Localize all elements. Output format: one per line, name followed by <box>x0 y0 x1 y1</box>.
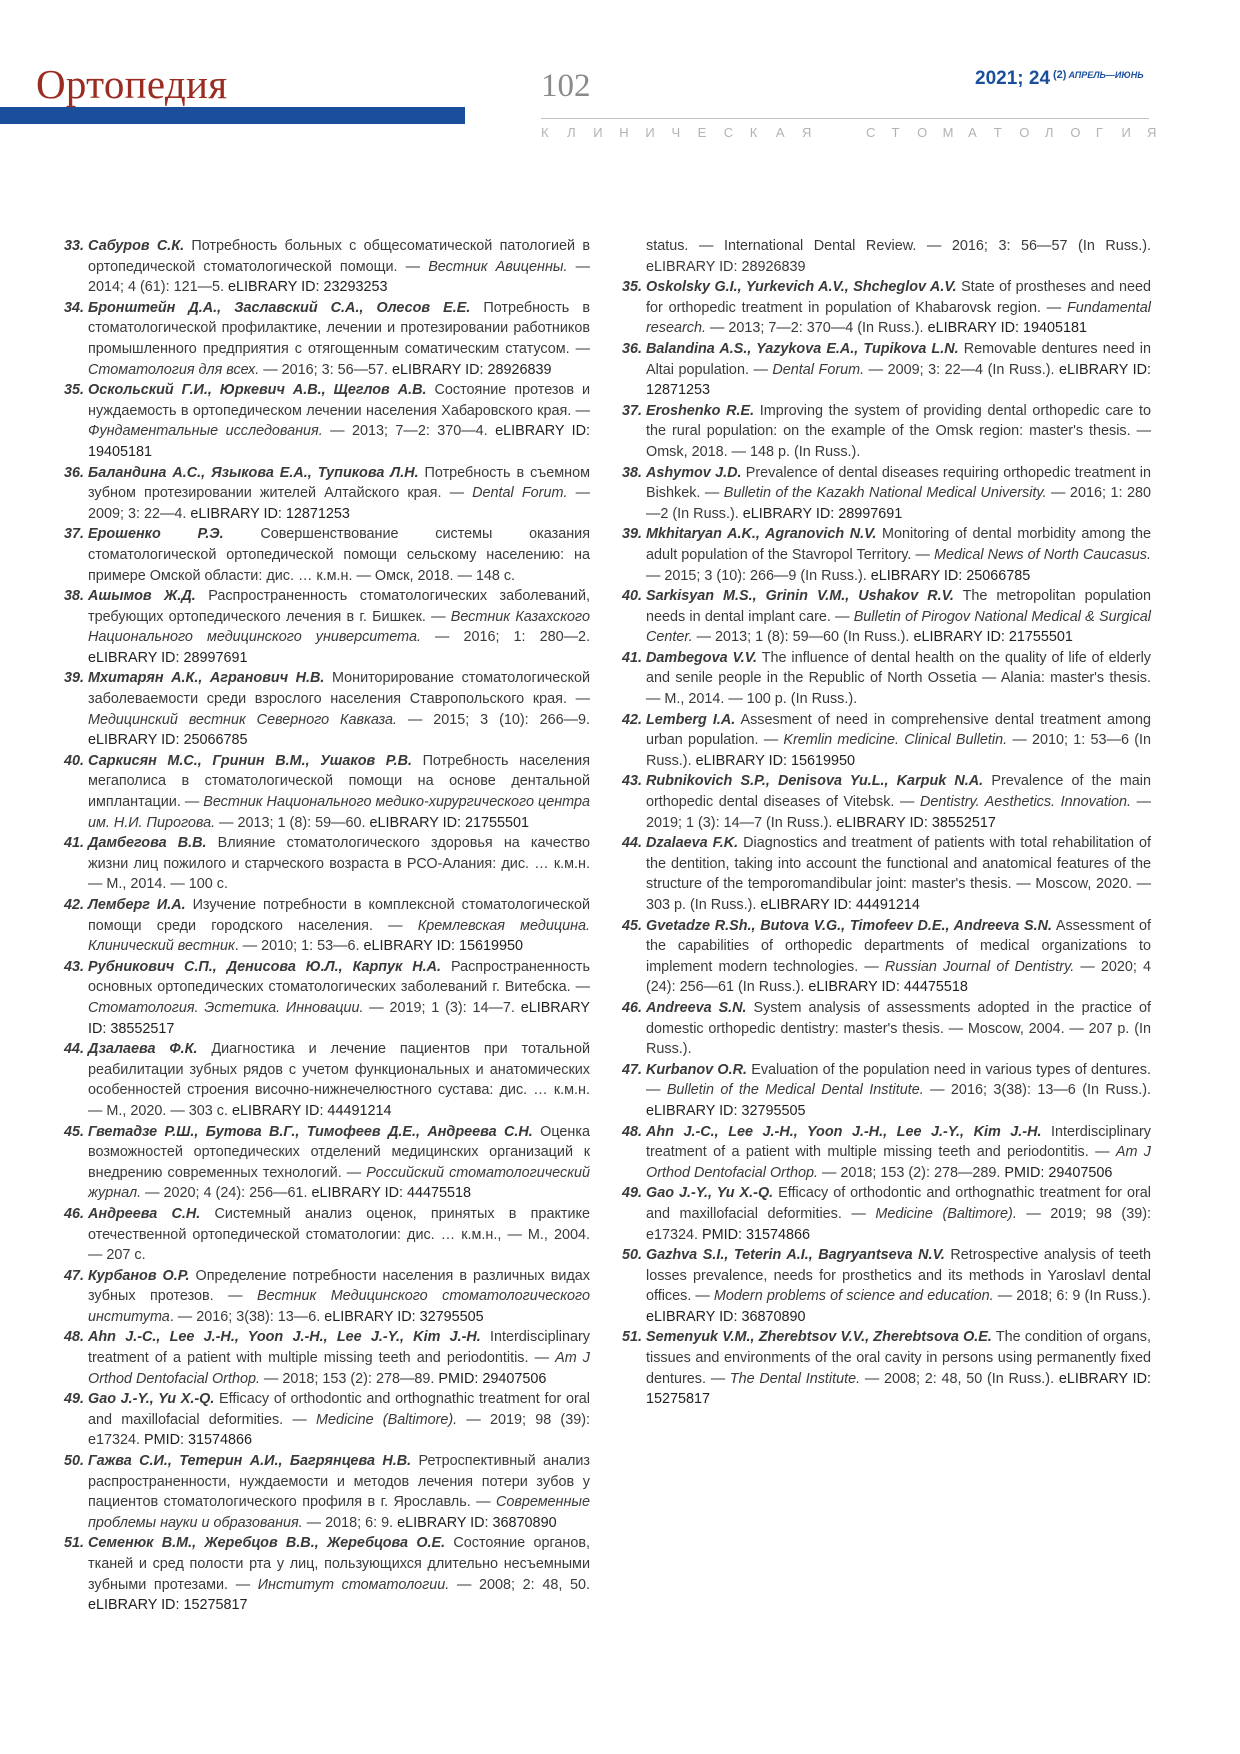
journal-letter: Т <box>891 125 900 140</box>
reference-details: — 2020; 4 (24): 256—61. <box>141 1185 308 1202</box>
reference-text: The influence of dental health on the quality of life of elderly and senile people in the Republic of North Ossetia — Alania: master's thesis. — M., 2014. — 100 p. (In Russ.). <box>646 649 1151 708</box>
reference-id: eLIBRARY ID: 32795505 <box>324 1308 484 1325</box>
reference-id: eLIBRARY ID: 36870890 <box>646 1308 806 1325</box>
reference-id: eLIBRARY ID: 44491214 <box>231 1102 392 1119</box>
reference-details: — 2015; 3 (10): 266—9 (In Russ.). <box>646 567 867 584</box>
reference-id: eLIBRARY ID: 32795505 <box>646 1102 806 1119</box>
reference-text: Ретроспективный анализ распространенности, нуждаемости и методов лечения потери зубов у пациентов стоматологического профиля в г. Ярославль. — <box>88 1453 590 1511</box>
reference-number: 40. <box>64 752 85 769</box>
reference-id: PMID: 29407506 <box>1004 1164 1113 1181</box>
reference-number: 36. <box>622 340 643 357</box>
journal-letter: К <box>749 125 758 140</box>
journal-letter: А <box>968 125 977 140</box>
reference-details: — 2018; 153 (2): 278—289. <box>817 1164 1001 1181</box>
reference-text: Потребность в съемном зубном протезировании жителей Алтайского края. — <box>88 464 591 502</box>
journal-letter: И <box>1121 125 1131 140</box>
reference-authors: Gazhva S.I., Teterin A.I., Bagryantseva N.V. <box>646 1247 945 1264</box>
reference-item <box>622 401 1151 463</box>
reference-authors: Gao J.-Y., Yu X.-Q. <box>646 1185 774 1202</box>
reference-number: 43. <box>622 773 643 790</box>
reference-id: PMID: 29407506 <box>438 1370 547 1387</box>
reference-journal: Dental Forum. <box>772 361 865 378</box>
issue-info <box>975 69 1144 88</box>
reference-journal: Medicine (Baltimore). <box>875 1205 1017 1222</box>
reference-authors: Оскольский Г.И., Юркевич А.В., Щеглов А.В. <box>88 382 427 399</box>
reference-authors: Gao J.-Y., Yu X.-Q. <box>88 1391 215 1408</box>
reference-number: 51. <box>64 1535 85 1552</box>
journal-letter: О <box>917 125 928 140</box>
reference-text: System analysis of assessments adopted in the practice of domestic orthopedic dentistry: master's thesis. — Moscow, 2004. — 207 p. (In Russ.). <box>646 999 1151 1058</box>
reference-id: eLIBRARY ID: 38552517 <box>836 814 996 831</box>
reference-authors: Ahn J.-C., Lee J.-H., Yoon J.-H., Lee J.-Y., Kim J.-H. <box>88 1329 481 1346</box>
reference-id: eLIBRARY ID: 21755501 <box>913 629 1073 646</box>
reference-authors: Дзалаева Ф.К. <box>88 1041 198 1058</box>
issue-year-volume: 2021; 24 <box>975 68 1051 89</box>
reference-item <box>622 833 1151 915</box>
reference-item <box>622 586 1151 648</box>
issue-months: АПРЕЛЬ—ИЮНЬ <box>1068 69 1144 80</box>
journal-letter: Е <box>697 125 707 140</box>
reference-id: eLIBRARY ID: 12871253 <box>646 361 1152 399</box>
reference-authors: Андреева С.Н. <box>88 1205 201 1222</box>
reference-text: Распространенность основных ортопедических стоматологических заболеваний г. Витебска. — <box>88 958 590 996</box>
reference-item <box>622 524 1151 586</box>
reference-text: The condition of organs, tissues and environments of the oral cavity in persons using permanently fixed dentures. — <box>646 1329 1151 1387</box>
reference-item <box>622 1327 1151 1409</box>
reference-details: — 2019; 98 (39): e17324. <box>88 1411 591 1449</box>
reference-id: eLIBRARY ID: 15275817 <box>646 1370 1152 1408</box>
references-english-column <box>622 236 1151 1410</box>
reference-details: — 2019; 98 (39): e17324. <box>646 1205 1151 1243</box>
section-title: Ортопедия <box>36 61 228 107</box>
reference-number: 46. <box>64 1205 85 1222</box>
reference-text: Совершенствование системы оказания стоматологической ортопедической помощи сельскому населению: на примере Омской области: дис. … к.м.н. — Омск, 2018. — 148 с. <box>88 526 591 584</box>
reference-text: Системный анализ оценок, принятых в практике отечественной ортопедической стоматологии: дис. … к.м.н., — М., 2004. — 207 с. <box>88 1205 590 1264</box>
references-russian-column <box>64 236 590 1616</box>
reference-number: 33. <box>64 238 85 254</box>
reference-authors: Ahn J.-C., Lee J.-H., Yoon J.-H., Lee J.-Y., Kim J.-H. <box>646 1123 1042 1140</box>
reference-text: Распространенность стоматологических заболеваний, требующих ортопедического лечения в г. Бишкек. — <box>88 588 590 625</box>
reference-item <box>64 380 590 462</box>
reference-id: eLIBRARY ID: 19405181 <box>927 320 1088 337</box>
reference-id: eLIBRARY ID: 28926839 <box>646 258 806 275</box>
header-rule <box>541 118 1149 119</box>
reference-details: — 2008; 2: 48, 50. <box>449 1576 590 1593</box>
reference-item <box>622 998 1151 1060</box>
reference-journal: Кремлевская медицина. Клинический вестник <box>88 917 590 955</box>
reference-item <box>64 1451 590 1533</box>
reference-id: eLIBRARY ID: 23293253 <box>228 279 388 296</box>
reference-item <box>622 277 1151 339</box>
reference-item <box>64 1039 590 1121</box>
reference-continuation <box>622 236 1151 277</box>
journal-letter: С <box>866 125 876 140</box>
reference-journal: Dental Forum. <box>472 485 568 502</box>
reference-number: 49. <box>622 1185 643 1202</box>
reference-authors: Курбанов О.Р. <box>88 1267 190 1284</box>
reference-text: Оценка возможностей ортопедических отделений медицинских организаций к внедрению современных технологий. — <box>88 1123 590 1181</box>
reference-text: Retrospective analysis of teeth losses prevalence, needs for prosthetics and its methods in Yaroslavl dental offices. — <box>646 1247 1151 1305</box>
reference-journal: Kremlin medicine. Clinical Bulletin. <box>783 732 1008 749</box>
reference-item <box>64 1327 590 1389</box>
reference-details: . — 2016; 3(38): 13—6. <box>169 1308 321 1325</box>
reference-authors: Gvetadze R.Sh., Butova V.G., Timofeev D.E., Andreeva S.N. <box>646 917 1052 934</box>
reference-journal: Bulletin of Pirogov National Medical & Surgical Center. <box>646 608 1151 646</box>
reference-item <box>64 524 590 586</box>
journal-letter: Г <box>1095 125 1103 140</box>
journal-letter: Н <box>619 125 629 140</box>
reference-item <box>64 586 590 668</box>
reference-item <box>64 463 590 525</box>
journal-letter: М <box>942 125 954 140</box>
reference-item <box>622 463 1151 525</box>
reference-id: eLIBRARY ID: 44475518 <box>808 979 968 996</box>
reference-authors: Дамбегова В.В. <box>88 835 207 852</box>
reference-text: Потребность населения мегаполиса в стоматологической помощи на основе дентальной имплантации. — <box>88 752 590 811</box>
page-number: 102 <box>541 68 591 104</box>
issue-number: (2) <box>1053 68 1067 81</box>
reference-id: eLIBRARY ID: 12871253 <box>190 505 350 522</box>
reference-item <box>64 668 590 750</box>
reference-details: — 2020; 4 (24): 256—61 (In Russ.). <box>646 958 1152 996</box>
reference-authors: Andreeva S.N. <box>646 999 747 1016</box>
reference-number: 42. <box>622 711 643 728</box>
reference-id: PMID: 31574866 <box>144 1432 253 1449</box>
reference-details: — 2013; 1 (8): 59—60 (In Russ.). <box>692 629 910 646</box>
reference-journal: Медицинский вестник Северного Кавказа. <box>88 711 398 728</box>
reference-journal: Фундаментальные исследования. <box>88 423 323 440</box>
reference-text: Prevalence of dental diseases requiring orthopedic treatment in Bishkek. — <box>646 464 1151 502</box>
reference-id: eLIBRARY ID: 38552517 <box>88 999 591 1037</box>
reference-journal: Medical News of North Caucasus. <box>933 546 1151 563</box>
reference-number: 35. <box>64 382 85 399</box>
reference-text: Диагностика и лечение пациентов при тотальной реабилитации зубных рядов с учетом функциональных и анатомических особенностей строения височно-нижнечелюстного сустава: дис. … к.м.н. — М., 2020. — 303 с. <box>88 1041 590 1119</box>
reference-journal: Современные проблемы науки и образования. <box>88 1494 590 1531</box>
reference-number: 50. <box>622 1247 643 1264</box>
reference-number: 47. <box>622 1061 643 1078</box>
reference-journal: Вестник Медицинского стоматологического института <box>88 1288 590 1325</box>
reference-number: 48. <box>64 1329 85 1346</box>
reference-item <box>64 833 590 895</box>
reference-number: 41. <box>622 649 643 666</box>
reference-details: — 2016; 3: 56—57. <box>259 361 389 378</box>
reference-authors: Lemberg I.A. <box>646 711 736 728</box>
reference-authors: Гветадзе Р.Ш., Бутова В.Г., Тимофеев Д.Е., Андреева С.Н. <box>88 1123 533 1140</box>
journal-letter: И <box>593 125 603 140</box>
reference-text: Interdisciplinary treatment of a patient with multiple missing teeth and periodontitis. — <box>88 1329 590 1367</box>
reference-details: — 2013; 1 (8): 59—60. <box>215 814 366 831</box>
reference-authors: Dzalaeva F.K. <box>646 835 739 852</box>
reference-item <box>64 236 590 298</box>
reference-text: Efficacy of orthodontic and orthognathic treatment for oral and maxillofacial deformities. — <box>646 1185 1151 1222</box>
reference-item <box>64 895 590 957</box>
reference-text: Removable dentures need in Altai population. — <box>646 340 1152 378</box>
reference-id: eLIBRARY ID: 15619950 <box>363 938 524 955</box>
reference-authors: Рубникович С.П., Денисова Ю.Л., Карпук Н.А. <box>88 958 442 975</box>
journal-letter: Я <box>1147 125 1157 140</box>
reference-number: 40. <box>622 588 643 605</box>
reference-id: eLIBRARY ID: 44491214 <box>760 897 920 913</box>
reference-item <box>622 1122 1151 1184</box>
reference-details: — 2018; 153 (2): 278—89. <box>259 1370 435 1387</box>
reference-item <box>622 648 1151 710</box>
reference-journal: Вестник Казахского Национального медицинского университета. <box>88 608 590 646</box>
reference-item <box>622 339 1151 401</box>
reference-journal: Стоматология для всех. <box>88 361 260 378</box>
reference-details: — 2016; 1: 280—2 (In Russ.). <box>646 485 1151 522</box>
reference-authors: Бронштейн Д.А., Заславский С.А., Олесов Е.Е. <box>88 299 471 316</box>
reference-number: 39. <box>64 670 85 687</box>
reference-details: — 2013; 7—2: 370—4 (In Russ.). <box>706 320 924 337</box>
reference-journal: Вестник Национального медико-хирургического центра им. Н.И. Пирогова. <box>88 794 590 831</box>
reference-id: eLIBRARY ID: 28997691 <box>742 505 903 522</box>
reference-item <box>64 298 590 380</box>
reference-authors: Гажва С.И., Тетерин А.И., Багрянцева Н.В. <box>88 1453 412 1470</box>
journal-letter: Ч <box>671 125 681 140</box>
reference-details: — 2018; 6: 9. <box>302 1514 394 1531</box>
reference-authors: Kurbanov O.R. <box>646 1061 747 1078</box>
reference-id: eLIBRARY ID: 36870890 <box>397 1514 557 1531</box>
reference-item <box>622 1245 1151 1327</box>
reference-authors: Ашымов Ж.Д. <box>88 588 196 605</box>
reference-number: 43. <box>64 958 85 975</box>
reference-number: 49. <box>64 1391 85 1408</box>
reference-journal: Стоматология. Эстетика. Инновации. <box>88 999 364 1016</box>
reference-id: eLIBRARY ID: 21755501 <box>369 814 529 831</box>
reference-number: 47. <box>64 1267 85 1284</box>
reference-number: 45. <box>64 1123 85 1140</box>
reference-details: — 2009; 3: 22—4. <box>88 485 591 522</box>
section-color-bar <box>0 107 465 124</box>
reference-journal: The Dental Institute. <box>729 1370 861 1387</box>
reference-text: status. — <box>646 238 724 254</box>
reference-text: Влияние стоматологического здоровья на качество жизни лиц пожилого и старческого возраста в РСО-Алания: дис. … к.м.н. — М., 2014. — 100 с. <box>88 835 590 893</box>
reference-authors: Ерошенко Р.Э. <box>88 526 224 543</box>
reference-text: Изучение потребности в комплексной стоматологической помощи среди городского населения. — <box>88 897 590 934</box>
reference-number: 42. <box>64 897 85 913</box>
reference-number: 39. <box>622 526 643 543</box>
reference-number: 37. <box>622 402 643 419</box>
reference-journal: Институт стоматологии. <box>257 1576 450 1593</box>
journal-letter: К <box>541 125 549 140</box>
reference-id: eLIBRARY ID: 15275817 <box>88 1597 248 1614</box>
reference-journal: Am J Orthod Dentofacial Orthop. <box>646 1144 1151 1181</box>
reference-authors: Oskolsky G.I., Yurkevich A.V., Shcheglov A.V. <box>646 279 957 296</box>
reference-id: eLIBRARY ID: 19405181 <box>88 423 590 460</box>
reference-item <box>64 1204 590 1266</box>
journal-letter: А <box>775 125 785 140</box>
reference-text: Evaluation of the population need in various types of dentures. — <box>646 1061 1151 1099</box>
reference-number: 45. <box>622 917 643 934</box>
reference-id: eLIBRARY ID: 25066785 <box>88 732 248 749</box>
reference-number: 37. <box>64 526 85 543</box>
reference-id: eLIBRARY ID: 25066785 <box>870 567 1031 584</box>
reference-id: eLIBRARY ID: 28997691 <box>88 649 248 666</box>
reference-details: . — 2010; 1: 53—6. <box>234 938 360 955</box>
reference-item <box>622 710 1151 772</box>
reference-item <box>64 751 590 833</box>
reference-number: 46. <box>622 999 643 1016</box>
reference-authors: Баландина А.С., Языкова Е.А., Тупикова Л.Н. <box>88 464 419 481</box>
reference-authors: Ashymov J.D. <box>646 464 742 481</box>
reference-number: 38. <box>622 464 643 481</box>
reference-authors: Лемберг И.А. <box>88 897 186 913</box>
reference-journal: Modern problems of science and education. <box>713 1288 994 1305</box>
reference-text: Потребность больных с общесоматической патологией в ортопедической стоматологической помощи. — <box>88 238 590 275</box>
reference-text: The metropolitan population needs in dental implant care. — <box>646 588 1151 625</box>
reference-authors: Dambegova V.V. <box>646 649 758 666</box>
reference-journal: Medicine (Baltimore). <box>316 1411 458 1428</box>
reference-id: eLIBRARY ID: 44475518 <box>311 1185 472 1202</box>
reference-text: Потребность в стоматологической профилактике, лечении и протезировании работников промышленного предприятия с отягощенным соматическим статусом. — <box>88 299 590 357</box>
reference-authors: Sarkisyan M.S., Grinin V.M., Ushakov R.V. <box>646 588 954 605</box>
reference-authors: Семенюк В.М., Жеребцов В.В., Жеребцова О.Е. <box>88 1535 446 1552</box>
reference-journal: Fundamental research. <box>646 299 1151 337</box>
reference-details: — 2016; 3: 56—57 (In Russ.). <box>916 238 1151 254</box>
reference-item <box>622 1183 1151 1245</box>
reference-authors: Mkhitaryan A.K., Agranovich N.V. <box>646 526 877 543</box>
reference-id: PMID: 31574866 <box>702 1226 811 1243</box>
reference-authors: Balandina A.S., Yazykova E.A., Tupikova L.N. <box>646 340 959 357</box>
reference-text: Состояние протезов и нуждаемость в ортопедическом лечении населения Хабаровского края. — <box>88 382 590 419</box>
reference-journal: Russian Journal of Dentistry. <box>884 958 1075 975</box>
reference-details: — 2016; 3(38): 13—6 (In Russ.). <box>923 1082 1151 1099</box>
reference-details: — 2010; 1: 53—6 (In Russ.). <box>646 732 1151 769</box>
reference-number: 35. <box>622 279 643 296</box>
reference-authors: Мхитарян А.К., Агранович Н.В. <box>88 670 325 687</box>
reference-authors: Semenyuk V.M., Zherebtsov V.V., Zherebtsova O.E. <box>646 1329 992 1346</box>
reference-number: 41. <box>64 835 85 852</box>
reference-text: Diagnostics and treatment of patients with total rehabilitation of the dentition, taking into account the functional and anatomical features of the structure of the temporomandibular joint: master's thesis. — Moscow, 2020. — 303 p. (In Russ.). <box>646 835 1151 913</box>
reference-text: Состояние органов, тканей и сред полости рта у лиц, пользующихся длительно несъемными зубными протезами. — <box>88 1535 590 1593</box>
reference-authors: Сабуров С.К. <box>88 238 185 254</box>
reference-journal: Am J Orthod Dentofacial Orthop. <box>88 1350 590 1387</box>
reference-journal: Dentistry. Aesthetics. Innovation. <box>919 794 1132 811</box>
reference-authors: Rubnikovich S.P., Denisova Yu.L., Karpuk N.A. <box>646 773 984 790</box>
reference-journal: Bulletin of the Kazakh National Medical University. <box>723 485 1047 502</box>
reference-item <box>622 1060 1151 1122</box>
reference-number: 34. <box>64 299 85 316</box>
journal-letter: О <box>1070 125 1081 140</box>
reference-details: — 2015; 3 (10): 266—9. <box>397 711 590 728</box>
journal-letter: Т <box>993 125 1002 140</box>
journal-letter: Л <box>567 125 576 140</box>
reference-journal: International Dental Review. <box>723 238 917 254</box>
reference-number: 50. <box>64 1453 85 1470</box>
reference-authors: Саркисян М.С., Гринин В.М., Ушаков Р.В. <box>88 752 412 769</box>
journal-letter: И <box>645 125 655 140</box>
reference-text: Assesment of need in comprehensive dental treatment among urban population. — <box>646 711 1151 749</box>
reference-item <box>622 916 1151 998</box>
reference-details: — 2009; 3: 22—4 (In Russ.). <box>864 361 1055 378</box>
reference-item <box>64 1533 590 1615</box>
reference-text: Определение потребности населения в различных видах зубных протезов. — <box>88 1267 590 1305</box>
reference-text: Мониторирование стоматологической заболеваемости среди взрослого населения Ставропольского края. — <box>88 670 590 708</box>
reference-text: State of prostheses and need for orthopedic treatment in population of Khabarovsk region. — <box>646 279 1151 316</box>
reference-id: eLIBRARY ID: 15619950 <box>695 752 856 769</box>
reference-text: Interdisciplinary treatment of a patient with multiple missing teeth and periodontitis. — <box>646 1123 1151 1161</box>
reference-number: 51. <box>622 1329 643 1346</box>
reference-details: — 2018; 6: 9 (In Russ.). <box>993 1288 1152 1305</box>
reference-item <box>64 1266 590 1328</box>
reference-item <box>64 1389 590 1451</box>
reference-details: — 2019; 1 (3): 14—7 (In Russ.). <box>646 794 1152 831</box>
reference-number: 38. <box>64 588 85 605</box>
journal-letter: Л <box>1044 125 1054 140</box>
reference-item <box>64 957 590 1039</box>
journal-letter: С <box>723 125 734 140</box>
reference-details: — 2019; 1 (3): 14—7. <box>363 999 515 1016</box>
reference-text: Monitoring of dental morbidity among the adult population of the Stavropol Territory. — <box>646 526 1151 563</box>
reference-number: 36. <box>64 464 85 481</box>
reference-number: 44. <box>622 835 643 852</box>
journal-letter: Я <box>802 125 812 140</box>
reference-number: 48. <box>622 1123 643 1140</box>
reference-journal: Bulletin of the Medical Dental Institute. <box>666 1082 924 1099</box>
reference-details: — 2016; 1: 280—2. <box>420 629 590 646</box>
reference-item <box>64 1122 590 1204</box>
reference-details: — 2008; 2: 48, 50 (In Russ.). <box>860 1370 1055 1387</box>
reference-text: Prevalence of the main orthopedic dental diseases of Vitebsk. — <box>646 773 1151 811</box>
reference-text: Assessment of the capabilities of orthopedic departments of medical organizations to implement modern technologies. — <box>646 917 1151 975</box>
reference-journal: Российский стоматологический журнал. <box>88 1164 590 1202</box>
reference-authors: Eroshenko R.E. <box>646 402 755 419</box>
reference-details: — 2013; 7—2: 370—4. <box>322 423 488 440</box>
reference-text: Improving the system of providing dental orthopedic care to the rural population: on the example of the Omsk region: master's thesis. — Omsk, 2018. — 148 p. (In Russ.). <box>646 402 1152 460</box>
reference-id: eLIBRARY ID: 28926839 <box>392 361 552 378</box>
journal-letter: О <box>1019 125 1030 140</box>
reference-journal: Вестник Авиценны. <box>428 258 568 275</box>
reference-text: Efficacy of orthodontic and orthognathic treatment for oral and maxillofacial deformities. — <box>88 1391 590 1428</box>
reference-details: — 2014; 4 (61): 121—5. <box>88 258 590 296</box>
reference-number: 44. <box>64 1041 85 1058</box>
reference-item <box>622 771 1151 833</box>
